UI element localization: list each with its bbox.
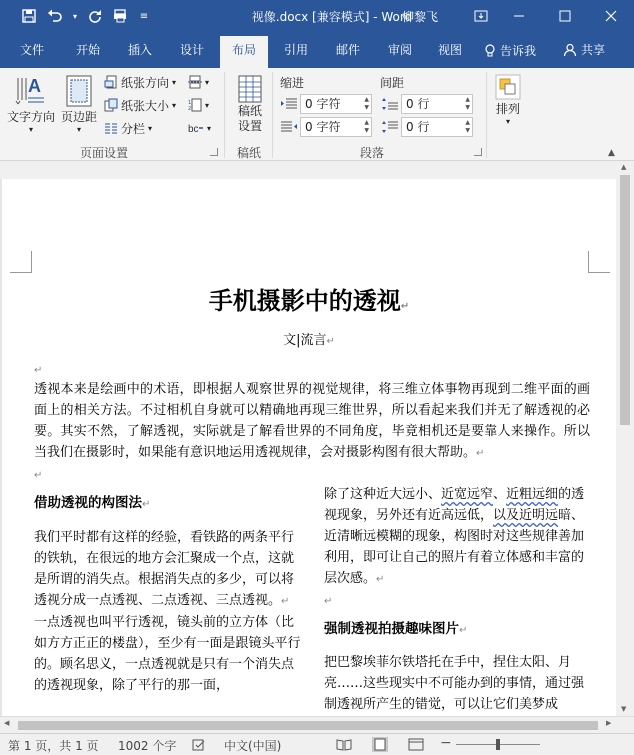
language-indicator[interactable]: 中文(中国) <box>224 739 282 753</box>
left-column-body <box>34 527 302 696</box>
hyphenation-button[interactable] <box>188 118 211 138</box>
indent-right-value: 0 字符 <box>305 120 341 134</box>
tell-me-label: 告诉我 <box>500 44 537 58</box>
heading-text: 手机摄影中的透视 <box>208 287 401 315</box>
right-paragraph-2: 把巴黎埃菲尔铁塔托在手中，捏住太阳、月亮……这些现实中不可能办到的事情，通过强制透视所产生的错觉，可以让它们美梦成 <box>324 655 585 712</box>
right-text-segment: 暗、近清晰远模糊的现象，构图时对这些规律善加利用，即可让自己的照片有着立体感和丰富的层次感。 <box>324 508 585 586</box>
paragraph-group-label: 段落 <box>360 146 385 160</box>
proofing-flagged-text: 以及近明远 <box>493 508 559 523</box>
collapse-ribbon-icon[interactable]: ▲ <box>608 148 615 158</box>
undo-dropdown-icon[interactable]: ▾ <box>72 11 77 21</box>
paragraph-mark-icon: ↵ <box>34 365 43 376</box>
space-before-value: 0 行 <box>406 97 430 111</box>
title-bar <box>0 0 634 32</box>
orientation-icon <box>104 75 118 89</box>
breaks-button[interactable] <box>188 72 209 92</box>
horizontal-scroll-thumb[interactable] <box>18 721 598 730</box>
tab-references[interactable]: 引用 <box>283 43 308 57</box>
intro-text: 透视本来是绘画中的术语，即根据人观察世界的视觉规律，将三维立体事物再现到二维平面的画面上的相关方法。不过相机自身就可以精确地再现三维世界，所以看起来我们并无了解透视的必要。其实不然，了解透视，实际就是了解看世界的不同角度，毕竟相机还是要靠人来操作。所以当我们在摄影时，如果能有意识地运用透视规律，会对摄影构图有很大帮助。 <box>34 382 590 460</box>
document-page[interactable] <box>2 179 616 716</box>
paragraph-mark-icon: ↵ <box>376 574 385 585</box>
paragraph-mark-icon: ↵ <box>142 499 151 510</box>
chevron-down-icon: ▾ <box>172 100 177 110</box>
tab-design[interactable]: 设计 <box>179 43 204 57</box>
chevron-down-icon: ▾ <box>207 123 212 133</box>
share-button[interactable] <box>563 41 605 58</box>
intro-paragraph <box>34 379 590 486</box>
line-numbers-button[interactable] <box>188 95 209 115</box>
spin-arrows-icon[interactable]: ▲ ▼ <box>364 119 369 134</box>
right-text-segment: 、 <box>493 487 507 502</box>
tab-layout[interactable]: 布局 <box>220 36 268 68</box>
size-label: 纸张大小 <box>121 98 170 113</box>
space-before-input[interactable] <box>401 94 473 114</box>
tab-review[interactable]: 审阅 <box>387 43 412 57</box>
chevron-down-icon: ▾ <box>148 123 153 133</box>
spin-arrows-icon[interactable]: ▲ ▼ <box>465 119 470 134</box>
document-heading <box>2 281 616 316</box>
indent-left-icon <box>280 97 298 111</box>
size-button[interactable] <box>104 95 176 115</box>
document-title: 视像.docx [兼容模式] - Word <box>251 10 413 24</box>
horizontal-scrollbar[interactable] <box>0 716 634 733</box>
group-divider <box>272 72 273 158</box>
indent-label: 缩进 <box>280 76 305 90</box>
maximize-icon[interactable] <box>542 0 588 32</box>
page-setup-group-label: 页面设置 <box>80 146 129 160</box>
indent-left-value: 0 字符 <box>305 97 341 111</box>
right-column-body <box>324 484 590 612</box>
orientation-button[interactable] <box>104 72 176 92</box>
paper-size-icon <box>104 98 118 112</box>
vertical-scrollbar[interactable] <box>616 161 634 716</box>
left-paragraph-1: 我们平时都有这样的经验，看铁路的两条平行的铁轨，在很远的地方会汇聚成一个点，这就是所谓的消失点。根据消失点的多少，可以将透视分成一点透视、二点透视、三点透视。 <box>34 530 295 608</box>
space-after-icon <box>381 120 399 134</box>
arrange-icon <box>495 74 521 100</box>
tab-mailings[interactable]: 邮件 <box>335 43 360 57</box>
minimize-icon[interactable] <box>496 0 542 32</box>
paragraph-mark-icon: ↵ <box>281 596 290 607</box>
vertical-scroll-thumb[interactable] <box>620 175 630 425</box>
scroll-down-icon[interactable]: ▼ <box>621 705 627 713</box>
zoom-out-icon[interactable]: − <box>440 735 452 751</box>
paragraph-mark-icon: ↵ <box>459 625 468 636</box>
undo-icon[interactable] <box>42 0 68 32</box>
indent-right-icon <box>280 120 298 134</box>
spin-arrows-icon[interactable]: ▲ ▼ <box>364 96 369 111</box>
tab-file[interactable]: 文件 <box>19 43 44 57</box>
person-icon <box>563 43 577 57</box>
manuscript-icon <box>236 74 264 104</box>
group-divider <box>486 72 487 158</box>
chevron-down-icon: ▾ <box>505 117 510 126</box>
redo-icon[interactable] <box>82 0 108 32</box>
paragraph-mark-icon: ↵ <box>34 470 43 481</box>
scroll-left-icon[interactable]: ◀ <box>4 719 10 727</box>
print-layout-icon[interactable] <box>372 737 388 752</box>
tab-home[interactable]: 开始 <box>75 43 100 57</box>
save-icon[interactable] <box>16 0 42 32</box>
space-before-icon <box>381 97 399 111</box>
page-setup-launcher-icon[interactable] <box>210 148 218 156</box>
paragraph-launcher-icon[interactable] <box>474 148 482 156</box>
svg-text:bc: bc <box>188 124 199 135</box>
left-paragraph-2: 一点透视也叫平行透视，镜头前的立方体（比如方方正正的楼盘），至少有一面是跟镜头平行的。顾名思义，一点透视就是只有一个消失点的透视现象，除了平行的那一面， <box>34 615 301 693</box>
proofing-flagged-text: 近粗远细 <box>506 487 559 502</box>
right-text-segment: 除了这种近大远小、 <box>324 487 442 502</box>
lightbulb-icon <box>484 44 496 58</box>
indent-left-input[interactable] <box>300 94 372 114</box>
section-heading-text: 强制透视拍摄趣味图片 <box>324 621 459 637</box>
margins-button[interactable] <box>56 74 102 134</box>
paragraph-mark-icon: ↵ <box>400 301 410 312</box>
right-column-body-2 <box>324 652 590 715</box>
user-name[interactable]: 柳黎飞 <box>402 10 439 24</box>
svg-text:A: A <box>28 76 41 96</box>
manuscript-group-label: 稿纸 <box>237 146 262 160</box>
web-layout-icon[interactable] <box>408 738 424 751</box>
indent-right-input[interactable] <box>300 117 372 137</box>
text-direction-button[interactable] <box>6 74 56 134</box>
arrange-label: 排列 <box>495 102 520 116</box>
columns-icon <box>104 121 118 135</box>
breaks-icon <box>188 75 202 89</box>
customize-qat-icon[interactable]: ≡ <box>139 10 149 22</box>
spin-arrows-icon[interactable]: ▲ ▼ <box>465 96 470 111</box>
scroll-right-icon[interactable]: ▶ <box>606 719 612 727</box>
byline-text: 文|流言 <box>283 333 327 348</box>
proofing-icon[interactable] <box>192 739 206 751</box>
chevron-down-icon: ▾ <box>28 125 33 134</box>
space-after-value: 0 行 <box>406 120 430 134</box>
paragraph-mark-icon: ↵ <box>476 448 485 459</box>
margins-label: 页边距 <box>60 110 97 124</box>
quick-access-toolbar <box>0 0 154 32</box>
text-direction-icon <box>14 74 48 108</box>
paragraph-mark-icon: ↵ <box>326 336 335 347</box>
tab-view[interactable]: 视图 <box>437 43 462 57</box>
hyphenation-icon <box>188 121 204 135</box>
spacing-label: 间距 <box>380 76 405 90</box>
ruler-strip <box>0 161 634 179</box>
line-numbers-icon <box>188 98 202 112</box>
ribbon-layout <box>0 68 634 161</box>
manuscript-settings-label: 稿纸设置 <box>237 104 262 133</box>
manuscript-settings-button[interactable] <box>230 74 270 134</box>
right-text-segment: 的透视现象，另外还有近高远低， <box>324 487 585 523</box>
svg-text:2: 2 <box>188 106 192 112</box>
svg-text:1: 1 <box>188 100 192 106</box>
chevron-down-icon: ▾ <box>205 100 210 110</box>
page-count[interactable]: 第 1 页，共 1 页 <box>8 739 99 753</box>
arrange-button[interactable] <box>490 74 526 126</box>
word-count[interactable]: 1002 个字 <box>118 739 177 753</box>
chevron-down-icon: ▾ <box>172 77 177 87</box>
paragraph-mark-icon: ↵ <box>324 596 333 607</box>
orientation-label: 纸张方向 <box>121 75 170 90</box>
scroll-up-icon[interactable]: ▲ <box>621 163 627 171</box>
proofing-flagged-text: 近宽远窄 <box>441 487 494 502</box>
chevron-down-icon: ▾ <box>76 125 81 134</box>
empty-paragraph <box>34 359 42 381</box>
share-label: 共享 <box>581 43 606 57</box>
margin-corner-mark <box>588 251 610 273</box>
group-divider <box>224 72 225 158</box>
byline <box>2 329 616 348</box>
margins-icon <box>64 74 94 108</box>
close-icon[interactable] <box>588 0 634 32</box>
ribbon-tabs <box>0 32 634 68</box>
tab-insert[interactable]: 插入 <box>127 43 152 57</box>
zoom-slider-thumb[interactable] <box>496 739 500 750</box>
left-column-heading <box>34 493 302 515</box>
print-preview-icon[interactable] <box>108 0 134 32</box>
section-heading-text: 借助透视的构图法 <box>34 495 142 511</box>
margin-corner-mark <box>10 251 32 273</box>
text-direction-label: 文字方向 <box>6 110 55 124</box>
columns-button[interactable] <box>104 118 152 138</box>
chevron-down-icon: ▾ <box>205 77 210 87</box>
space-after-input[interactable] <box>401 117 473 137</box>
columns-label: 分栏 <box>121 121 146 136</box>
tell-me-box[interactable] <box>484 42 536 59</box>
read-mode-icon[interactable] <box>336 738 352 751</box>
status-bar <box>0 733 634 755</box>
right-column-heading <box>324 619 590 641</box>
